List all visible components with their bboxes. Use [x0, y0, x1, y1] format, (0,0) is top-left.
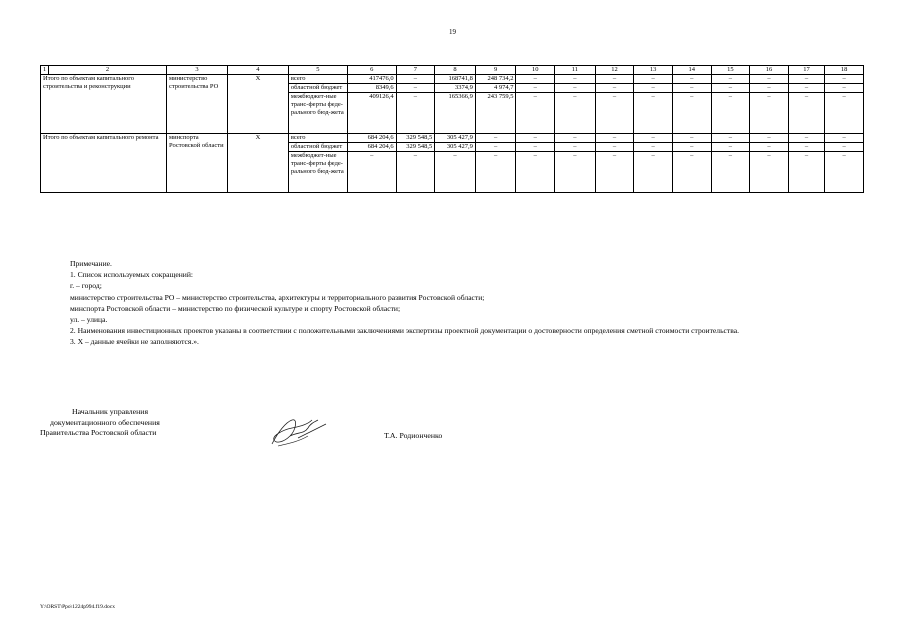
dash-cell: – [825, 143, 864, 152]
header-cell: 1 [41, 66, 49, 75]
header-cell: 7 [396, 66, 435, 75]
dash-cell: – [788, 84, 825, 93]
header-row [41, 66, 864, 75]
dash-cell: – [555, 75, 596, 84]
header-cell: 14 [672, 66, 711, 75]
value-cell: 329 548,5 [396, 134, 435, 143]
dash-cell: – [750, 75, 789, 84]
header-cell: 8 [435, 66, 476, 75]
agency-cell: министерство строительства РО [166, 75, 227, 134]
notes-line: 3. Х – данные ячейки не заполняются.». [70, 337, 199, 347]
dash-cell: – [825, 75, 864, 84]
header-cell: 18 [825, 66, 864, 75]
dash-cell: – [595, 93, 634, 134]
dash-cell: – [825, 152, 864, 193]
dash-cell: – [555, 143, 596, 152]
dash-cell: – [555, 152, 596, 193]
header-cell: 3 [166, 66, 227, 75]
dash-cell: – [711, 152, 750, 193]
value-cell: 305 427,9 [435, 143, 476, 152]
dash-cell: – [711, 75, 750, 84]
value-cell: – [396, 152, 435, 193]
dash-cell: – [788, 75, 825, 84]
table-row [41, 134, 864, 143]
header-cell: 11 [555, 66, 596, 75]
row-label: всего [288, 134, 347, 143]
dash-cell: – [750, 152, 789, 193]
group-name-cell: Итого по объектам капитального строительства и реконструкции [41, 75, 167, 134]
dash-cell: – [595, 134, 634, 143]
notes-line: 2. Наименования инвестиционных проектов указаны в соответствии с положительными заключениями экспертизы проектной документации о достоверности определения сметной стоимости строительства. [70, 326, 739, 336]
dash-cell: – [595, 84, 634, 93]
mark-cell: Х [227, 134, 288, 193]
row-label: областной бюджет [288, 143, 347, 152]
value-cell: 409126,4 [347, 93, 396, 134]
dash-cell: – [788, 143, 825, 152]
value-cell: – [475, 152, 516, 193]
value-cell: 243 759,5 [475, 93, 516, 134]
dash-cell: – [750, 143, 789, 152]
dash-cell: – [788, 93, 825, 134]
dash-cell: – [634, 84, 673, 93]
header-cell: 15 [711, 66, 750, 75]
dash-cell: – [672, 152, 711, 193]
value-cell: – [475, 134, 516, 143]
notes-line: 1. Список используемых сокращений: [70, 270, 194, 280]
dash-cell: – [825, 93, 864, 134]
handwritten-signature [268, 414, 330, 450]
dash-cell: – [711, 143, 750, 152]
row-label: межбюджет-ные транс-ферты феде-рального бюд-жета [288, 152, 347, 193]
header-cell: 16 [750, 66, 789, 75]
dash-cell: – [516, 152, 555, 193]
value-cell: – [347, 152, 396, 193]
dash-cell: – [672, 143, 711, 152]
dash-cell: – [672, 75, 711, 84]
value-cell: 684 204,6 [347, 134, 396, 143]
dash-cell: – [555, 84, 596, 93]
header-cell: 2 [49, 66, 167, 75]
dash-cell: – [516, 93, 555, 134]
dash-cell: – [672, 93, 711, 134]
group-name-cell: Итого по объектам капитального ремонта [41, 134, 167, 193]
dash-cell: – [788, 152, 825, 193]
dash-cell: – [634, 75, 673, 84]
dash-cell: – [711, 84, 750, 93]
dash-cell: – [516, 134, 555, 143]
header-cell: 6 [347, 66, 396, 75]
dash-cell: – [825, 84, 864, 93]
page-number: 19 [449, 28, 456, 36]
notes-title: Примечание. [70, 259, 112, 268]
value-cell: 4 974,7 [475, 84, 516, 93]
row-label: межбюджет-ные транс-ферты феде-рального бюд-жета [288, 93, 347, 134]
value-cell: 165366,9 [435, 93, 476, 134]
dash-cell: – [750, 84, 789, 93]
dash-cell: – [595, 143, 634, 152]
dash-cell: – [595, 152, 634, 193]
header-cell: 4 [227, 66, 288, 75]
notes-line: министерство строительства РО – министерство строительства, архитектуры и территориального развития Ростовской области; [70, 292, 485, 302]
dash-cell: – [555, 134, 596, 143]
header-cell: 5 [288, 66, 347, 75]
position-line: Начальник управления [72, 407, 149, 416]
header-cell: 17 [788, 66, 825, 75]
value-cell: 684 204,6 [347, 143, 396, 152]
position-line: Правительства Ростовской области [40, 428, 157, 437]
mark-cell: Х [227, 75, 288, 134]
dash-cell: – [634, 152, 673, 193]
value-cell: 248 734,2 [475, 75, 516, 84]
value-cell: – [475, 143, 516, 152]
value-cell: 329 548,5 [396, 143, 435, 152]
notes-section [70, 258, 864, 348]
dash-cell: – [825, 134, 864, 143]
value-cell: 168741,8 [435, 75, 476, 84]
value-cell: – [435, 152, 476, 193]
header-cell: 9 [475, 66, 516, 75]
value-cell: – [396, 93, 435, 134]
dash-cell: – [672, 134, 711, 143]
position-line: документационного обеспечения [50, 417, 160, 427]
dash-cell: – [555, 93, 596, 134]
dash-cell: – [634, 143, 673, 152]
notes-line: ул. – улица. [70, 315, 108, 325]
dash-cell: – [634, 93, 673, 134]
dash-cell: – [516, 143, 555, 152]
dash-cell: – [672, 84, 711, 93]
row-label: областной бюджет [288, 84, 347, 93]
notes-line: г. – город; [70, 281, 102, 291]
table-row [41, 75, 864, 84]
value-cell: 8349,6 [347, 84, 396, 93]
notes-line: минспорта Ростовской области – министерство по физической культуре и спорту Ростовской области; [70, 303, 401, 313]
dash-cell: – [516, 75, 555, 84]
signatory-name: Т.А. Родионченко [384, 431, 443, 440]
value-cell: 3374,9 [435, 84, 476, 93]
dash-cell: – [634, 134, 673, 143]
dash-cell: – [788, 134, 825, 143]
dash-cell: – [711, 134, 750, 143]
signatory-position [40, 407, 160, 439]
row-label: всего [288, 75, 347, 84]
dash-cell: – [516, 84, 555, 93]
file-path: Y:\ORST\Ppo\1224p994.f19.docx [40, 604, 115, 610]
dash-cell: – [750, 93, 789, 134]
header-cell: 10 [516, 66, 555, 75]
dash-cell: – [750, 134, 789, 143]
value-cell: – [396, 84, 435, 93]
value-cell: 417476,0 [347, 75, 396, 84]
dash-cell: – [711, 93, 750, 134]
header-cell: 12 [595, 66, 634, 75]
budget-table [40, 65, 864, 193]
agency-cell: минспорта Ростовской области [166, 134, 227, 193]
dash-cell: – [595, 75, 634, 84]
value-cell: – [396, 75, 435, 84]
value-cell: 305 427,9 [435, 134, 476, 143]
header-cell: 13 [634, 66, 673, 75]
